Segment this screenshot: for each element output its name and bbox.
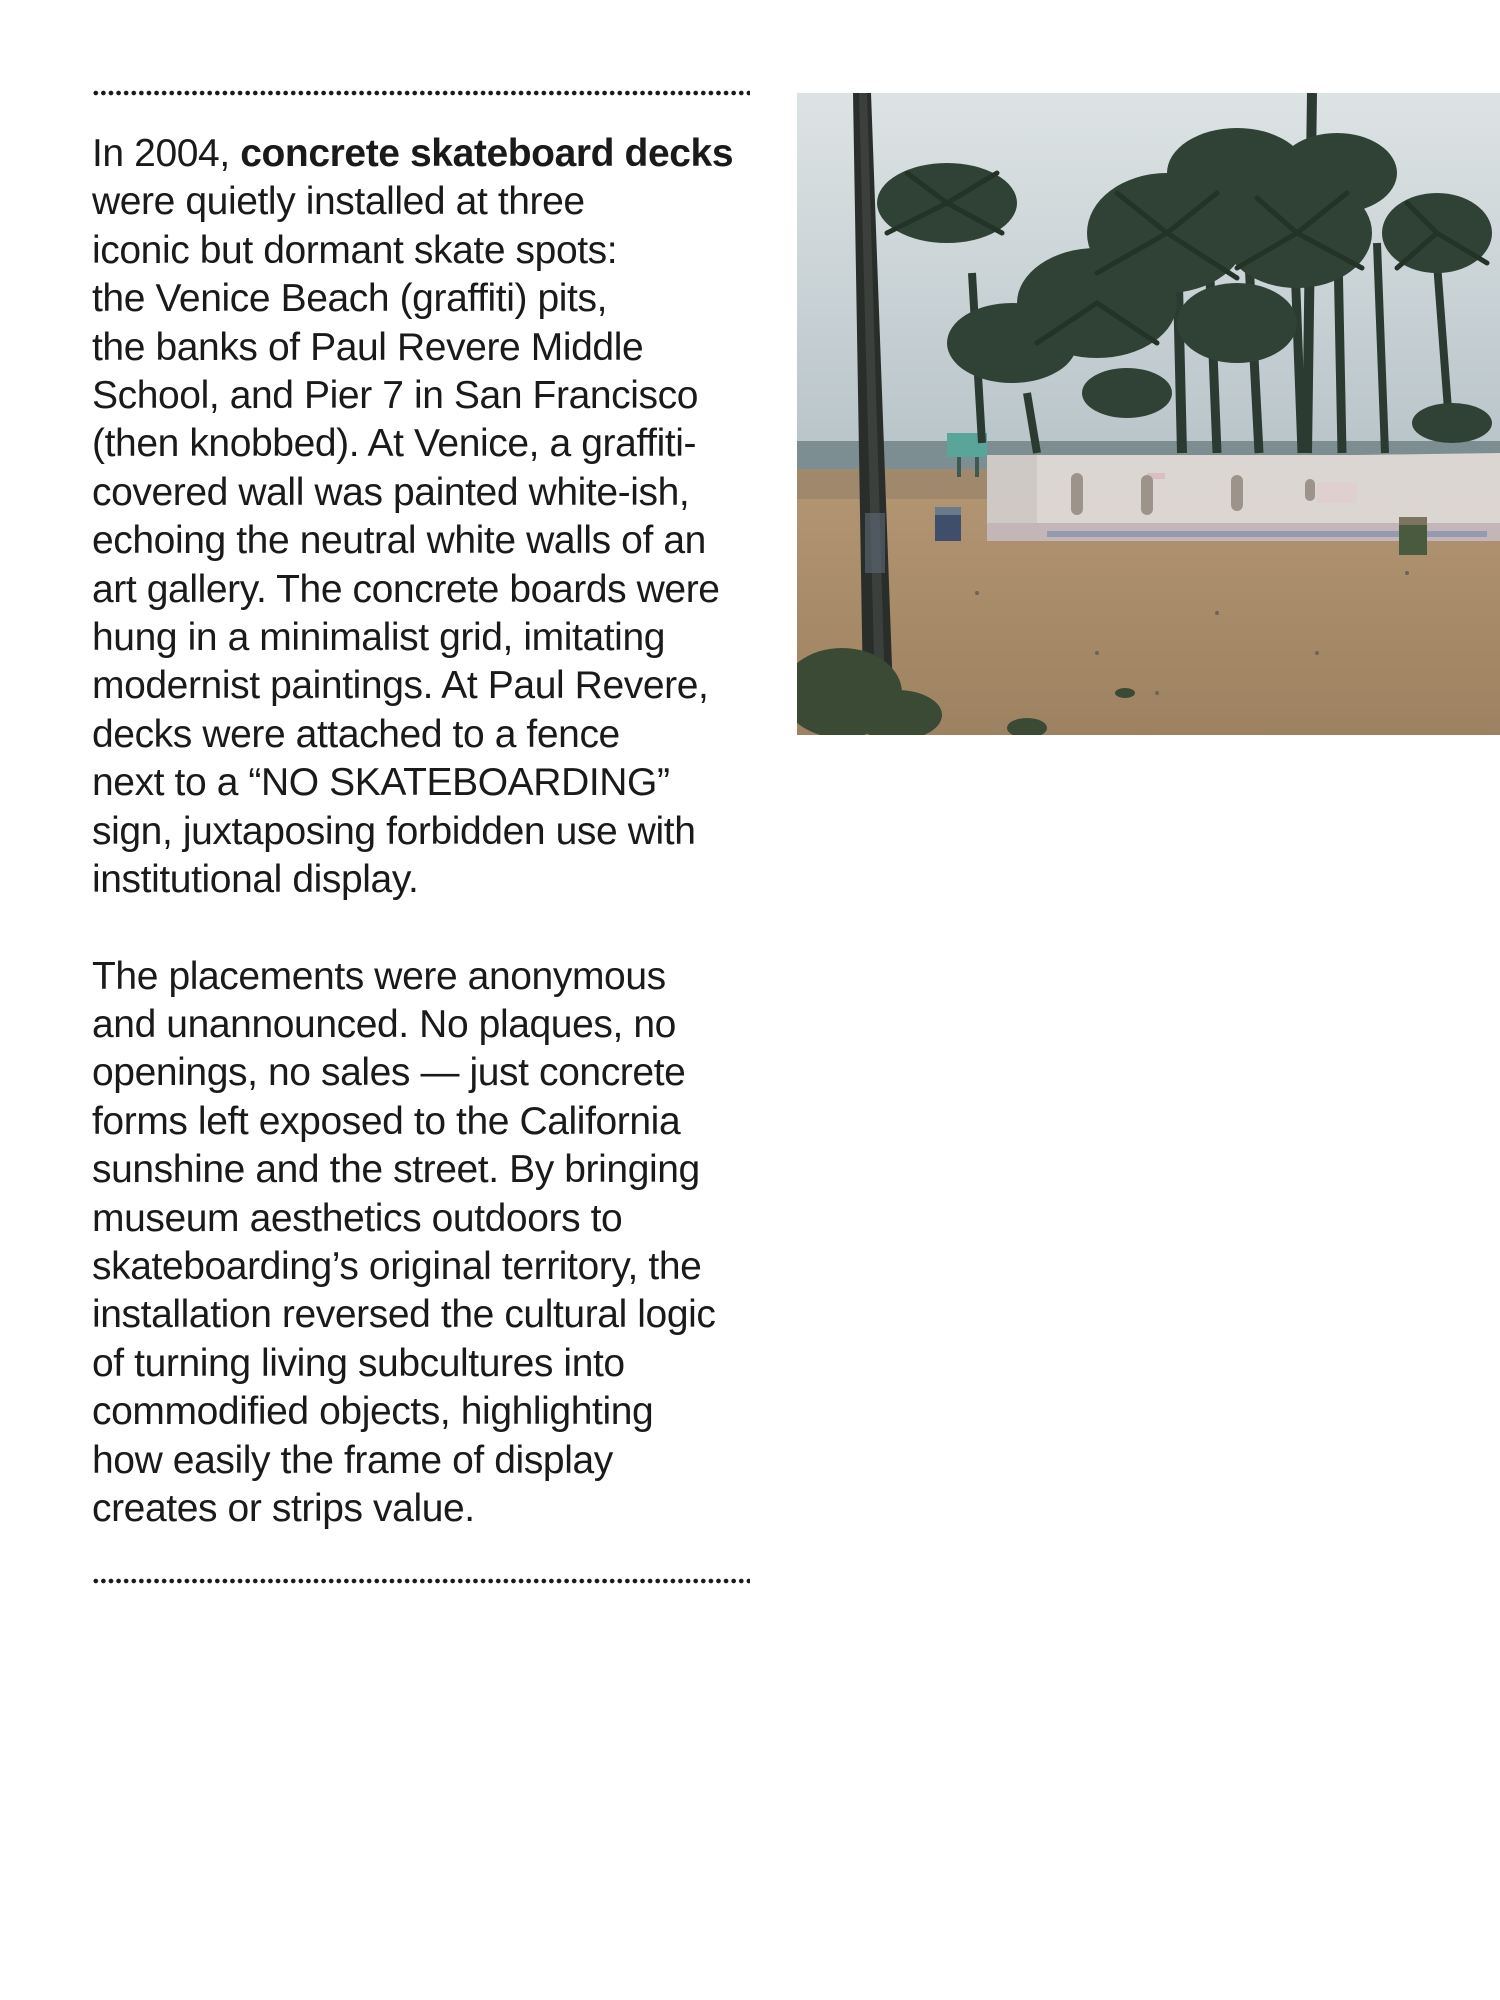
venice-beach-illustration <box>797 93 1500 735</box>
paragraph-2: The placements were anonymous and unannounced. No plaques, no openings, no sales — just concrete forms left exposed to the California sunshine and the street. By bringing museum aesthetics outdoors to skateboarding’s original territory, the installation reversed the cultural logic of turning living subcultures into commodified objects, highlighting how easily the frame of display creates or strips value. <box>92 954 716 1530</box>
wall-slot-2 <box>1141 475 1153 515</box>
article-text <box>92 130 772 1533</box>
venice-beach-photo <box>797 93 1500 735</box>
wall-slot-4 <box>1305 479 1315 501</box>
paragraph-1: In 2004, concrete skateboard decks were quietly installed at three iconic but dormant skate spots: the Venice Beach (graffiti) pits, the banks of Paul Revere Middle School, and Pier 7 in San Francisco (then knobbed). At Venice, a graffiti- covered wall was painted white-ish, echoing the neutral white walls of an art gallery. The concrete boards were hung in a minimalist grid, imitating modernist paintings. At Paul Revere, decks were attached to a fence next to a “NO SKATEBOARDING” sign, juxtaposing forbidden use with institutional display. <box>92 132 734 902</box>
wall-slot-1 <box>1071 473 1083 515</box>
wall-slot-3 <box>1231 475 1243 511</box>
dotted-rule-bottom <box>92 1578 750 1584</box>
dotted-rule-top <box>92 90 750 96</box>
emphasis-concrete-decks: concrete skateboard decks <box>240 132 734 175</box>
